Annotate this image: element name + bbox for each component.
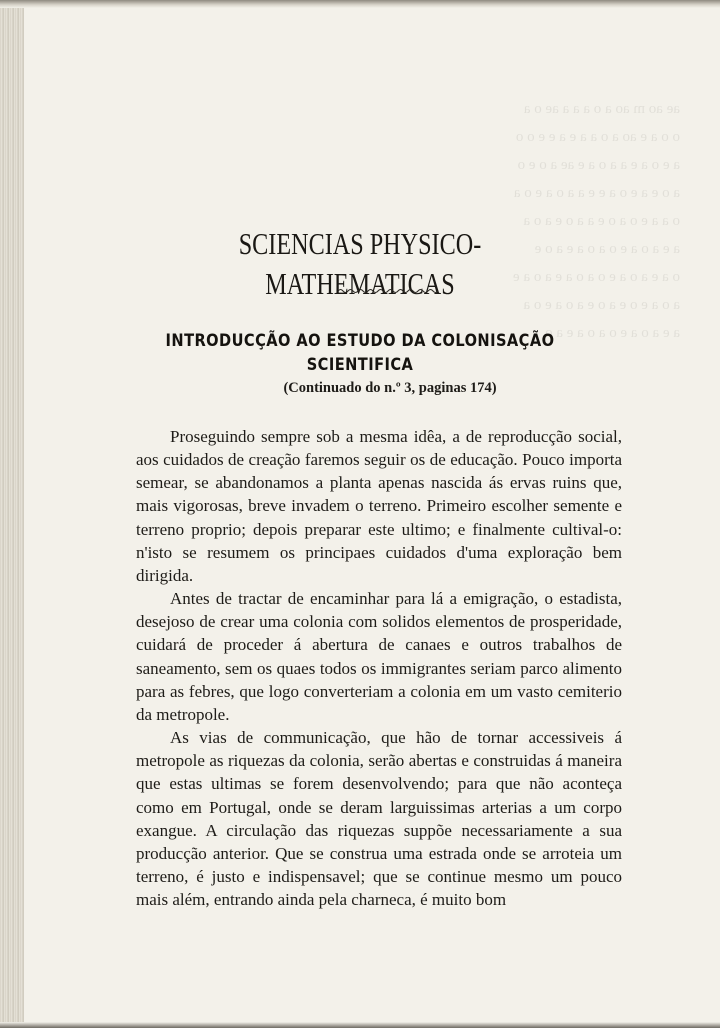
article-body (136, 425, 622, 911)
article-subtitle: (Continuado do n.º 3, paginas 174) (283, 380, 497, 396)
book-binding-edge (0, 0, 24, 1028)
page-bottom-edge (0, 1022, 720, 1028)
section-title: SCIENCIAS PHYSICO-MATHEMATICAS (238, 226, 482, 301)
paragraph: As vias de communicação, que hão de tornar accessiveis á metropole as riquezas da colonia, serão abertas e construidas á maneira que estas ultimas se forem desenvolvendo; para que não aconteça como em Portugal, onde se deram larguissimas arterias a um corpo exangue. A circulação das riquezas suppõe necessariamente a sua producção anterior. Que se construa uma estrada onde se arroteia um terreno, é justo e indispensavel; que se continue mesmo um pouco mais além, entrando ainda pela charneca, é muito bom (136, 728, 622, 910)
article-title: INTRODUCÇÃO AO ESTUDO DA COLONISAÇÃO SCIENTIFICA (165, 331, 555, 375)
paragraph: Antes de tractar de encaminhar para lá a emigração, o estadista, desejoso de crear uma colonia com solidos elementos de prosperidade, cuidará de proceder á abertura de canaes e outros trabalhos de saneamento, sem os quaes todos os immigrantes seriam parco alimento para as febres, que logo converteriam a colonia em um vasto cemiterio da metropole. (136, 589, 622, 724)
bleed-through-text: ae ao m ao a o a a a ae o a o o a e ao a o a a e a e e o o a e o a e a a o a e ae a o e o a o e a e o a e e a a o a e o a o a a e o a o e a a o e a o a a e a o a e o a o a e a o e o a e a o a e o a o a e a o a e a o a e o e a o e a o a e o a a e a o a e o a o a e a o (513, 101, 680, 341)
paragraph: Proseguindo sempre sob a mesma idêa, a de reproducção social, aos cuidados de creação faremos seguir os de educação. Pouco importa semear, se abandonamos a planta apenas nascida ás ervas ruins que, mais vigorosas, breve invadem o terreno. Primeiro escolher semente e terreno proprio; depois preparar este ultimo; e finalmente cultival-o: n'isto se resumem os principaes cuidados d'uma exploração bem dirigida. (136, 427, 622, 585)
page-top-edge (0, 0, 720, 8)
wavy-rule-ornament (338, 288, 438, 294)
